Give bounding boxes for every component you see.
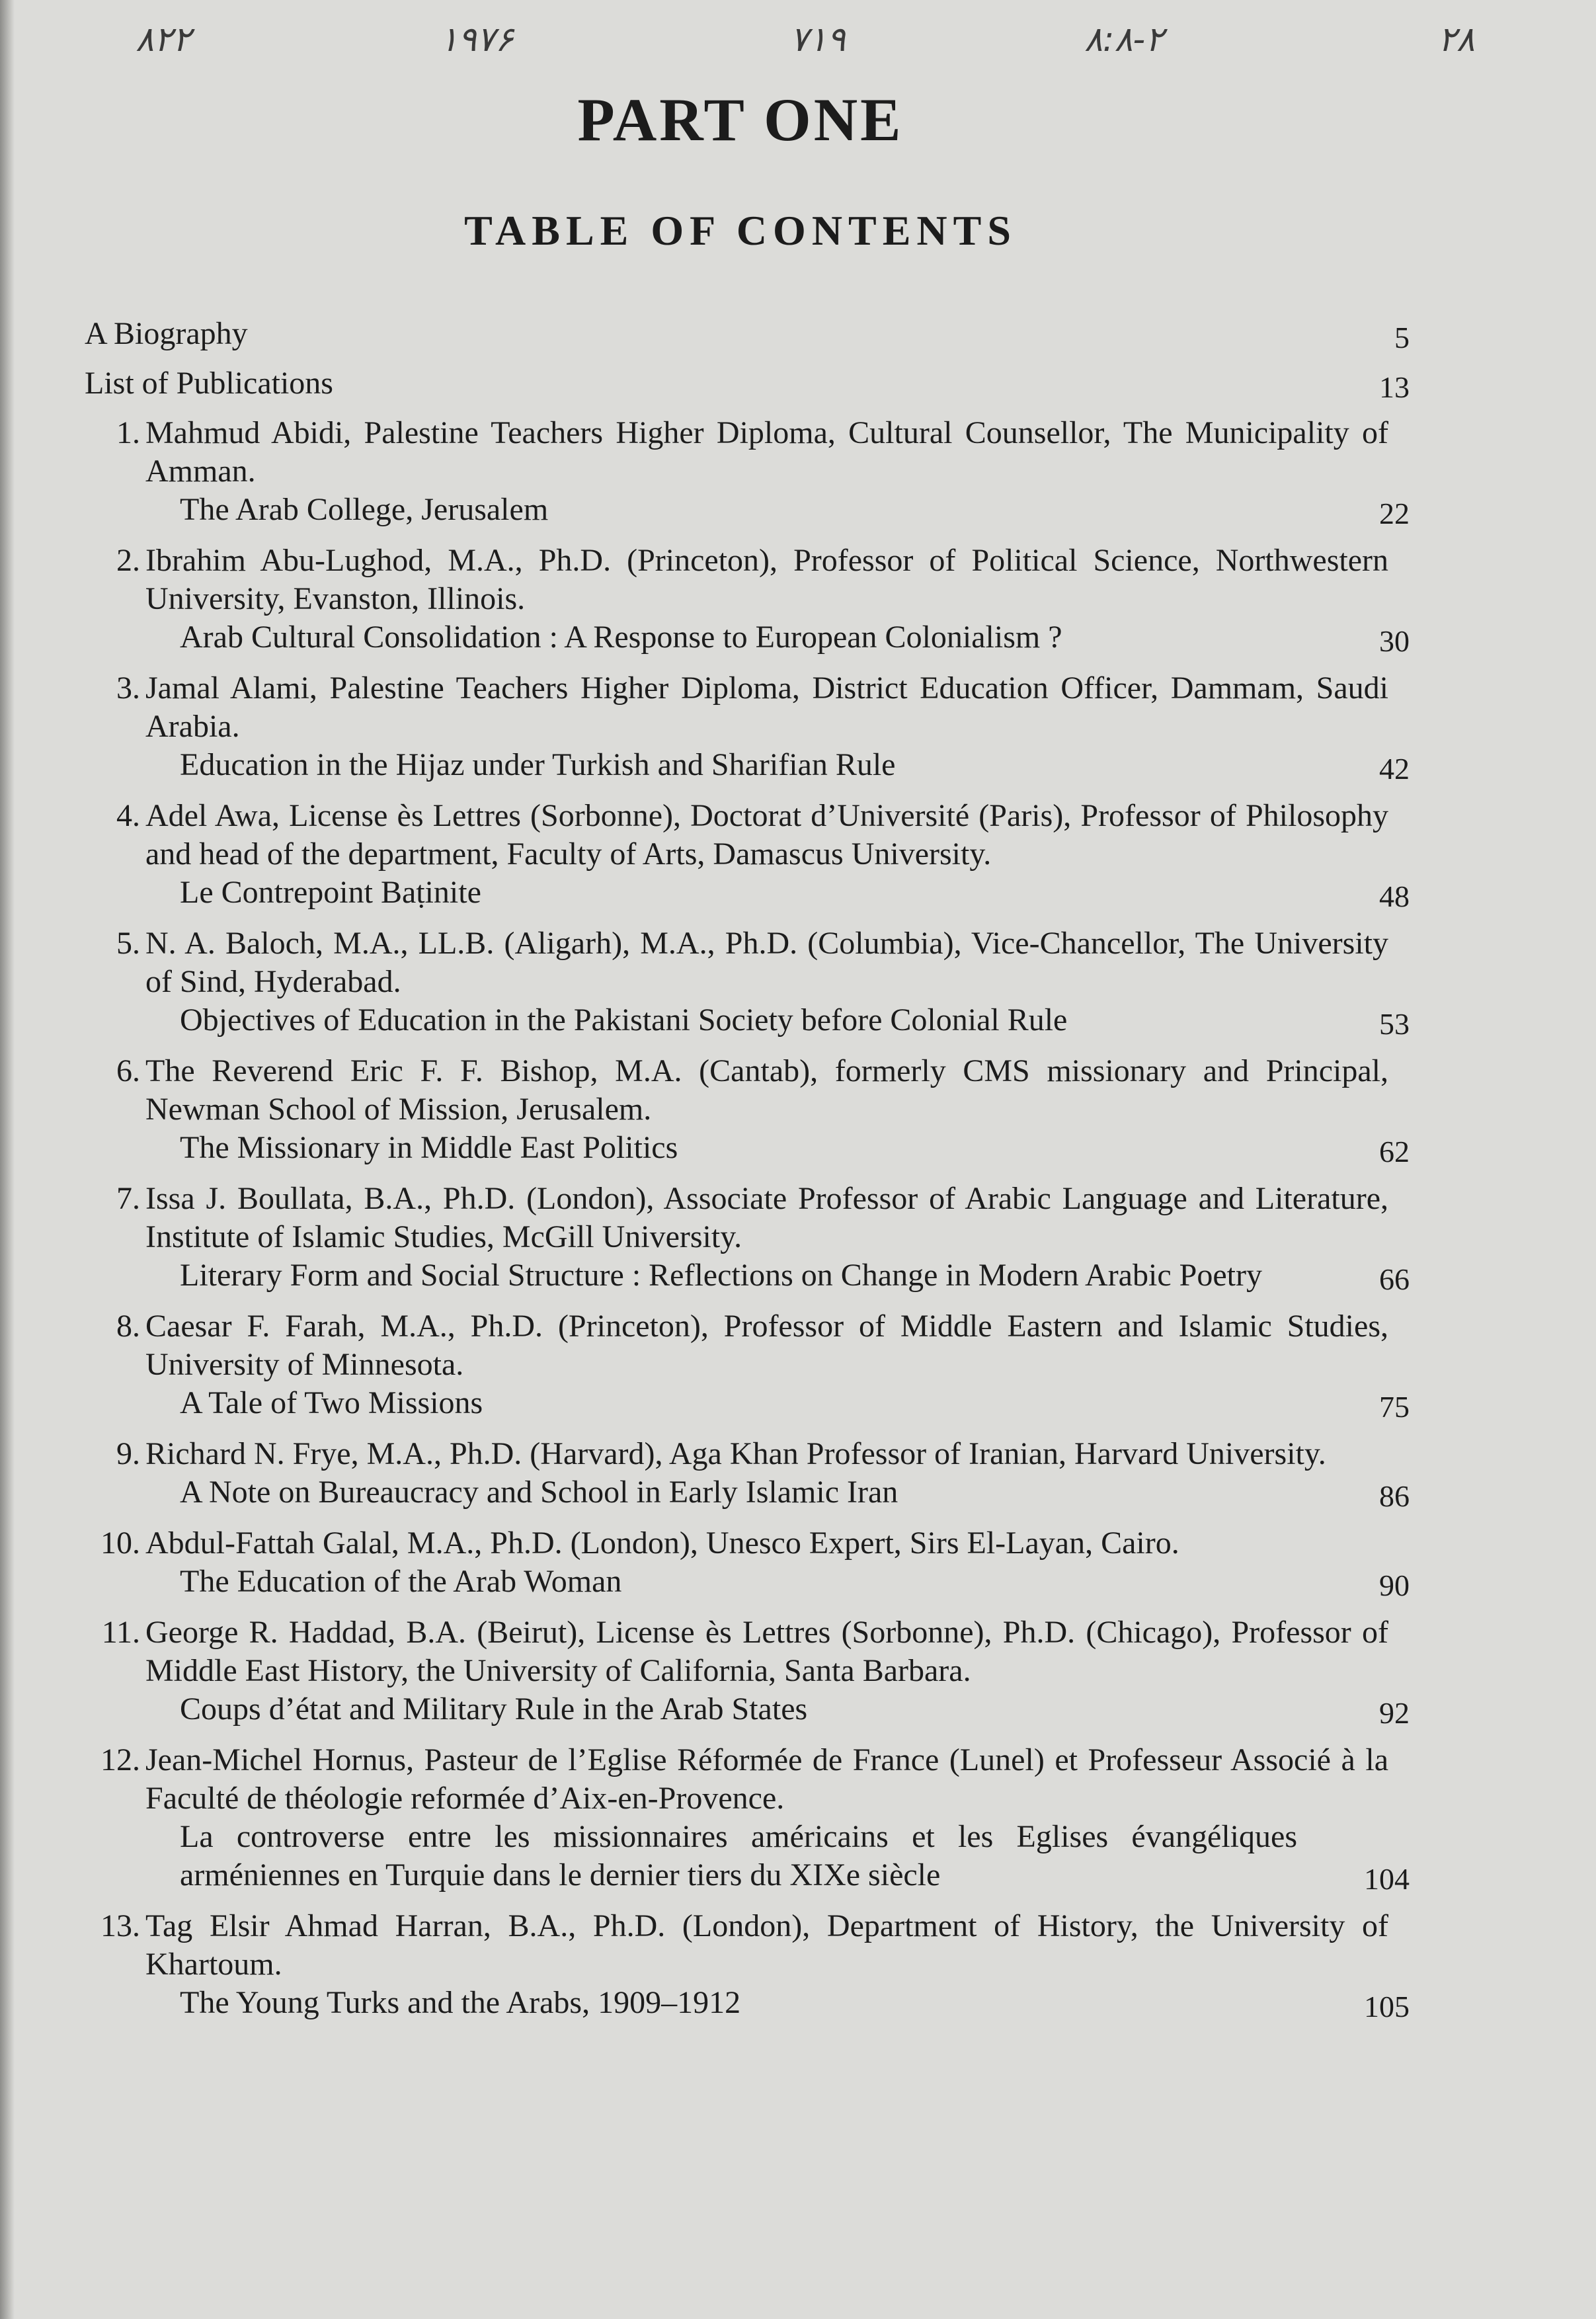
page-number: 22 <box>1379 497 1410 530</box>
front-item-label: A Biography <box>85 316 248 351</box>
page-number: 30 <box>1379 624 1410 658</box>
entry-number: 1. <box>116 415 140 450</box>
toc-entry[interactable] <box>85 1741 1410 1896</box>
entry-author: Mahmud Abidi, Palestine Teachers Higher Diploma, Cultural Counsellor, The Municipality of Amman. <box>145 415 1388 489</box>
entry-number: 2. <box>116 543 140 578</box>
entry-author: Issa J. Boullata, B.A., Ph.D. (London), Associate Professor of Arabic Language and Literature, Institute of Islamic Studies, McGill University. <box>145 1181 1388 1254</box>
entry-title: A Note on Bureaucracy and School in Early Islamic Iran <box>180 1475 898 1510</box>
entry-title: A Tale of Two Missions <box>180 1385 483 1420</box>
page-number: 86 <box>1379 1479 1410 1513</box>
handwritten-note: ۷۱۹ <box>790 20 846 60</box>
entry-title: The Education of the Arab Woman <box>180 1564 622 1599</box>
page-number: 5 <box>1394 321 1410 354</box>
toc-entry[interactable] <box>85 669 1410 786</box>
toc-front-item-biography[interactable] <box>85 315 1410 354</box>
entry-title: The Missionary in Middle East Politics <box>180 1130 678 1165</box>
front-item-label: List of Publications <box>85 366 333 401</box>
entry-author: Tag Elsir Ahmad Harran, B.A., Ph.D. (London), Department of History, the University of Khartoum. <box>145 1908 1388 1982</box>
page-number: 66 <box>1379 1262 1410 1296</box>
page-number: 62 <box>1379 1135 1410 1168</box>
page-number: 53 <box>1379 1007 1410 1041</box>
entry-author: Abdul-Fattah Galal, M.A., Ph.D. (London), Unesco Expert, Sirs El-Layan, Cairo. <box>145 1526 1179 1561</box>
entry-number: 10. <box>100 1526 140 1561</box>
page-number: 48 <box>1379 879 1410 913</box>
entry-author: N. A. Baloch, M.A., LL.B. (Aligarh), M.A., Ph.D. (Columbia), Vice-Chancellor, The University of Sind, Hyderabad. <box>145 926 1388 999</box>
entry-title: Le Contrepoint Baṭinite <box>180 875 481 910</box>
page-number: 92 <box>1379 1696 1410 1730</box>
entry-number: 12. <box>100 1742 140 1777</box>
entry-number: 6. <box>116 1053 140 1088</box>
entry-author: Jamal Alami, Palestine Teachers Higher Diploma, District Education Officer, Dammam, Saudi Arabia. <box>145 671 1388 744</box>
entry-title: Education in the Hijaz under Turkish and Sharifian Rule <box>180 747 896 782</box>
entry-title: La controverse entre les missionnaires américains et les Eglises évangéliques arméniennes en Turquie dans le dernier tiers du XIXe siècle <box>180 1819 1297 1892</box>
entry-title: Objectives of Education in the Pakistani Society before Colonial Rule <box>180 1002 1068 1037</box>
page-number: 42 <box>1379 752 1410 786</box>
entry-number: 5. <box>116 926 140 961</box>
part-title: PART ONE <box>577 86 904 153</box>
toc-entry[interactable] <box>85 542 1410 658</box>
entry-number: 9. <box>116 1436 140 1471</box>
entry-author: Richard N. Frye, M.A., Ph.D. (Harvard), Aga Khan Professor of Iranian, Harvard University. <box>145 1436 1326 1471</box>
entry-title: The Arab College, Jerusalem <box>180 492 549 527</box>
entry-number: 13. <box>100 1908 140 1943</box>
page-edge-shadow <box>0 0 15 2319</box>
toc-entry[interactable] <box>85 1180 1410 1296</box>
entry-title: Coups d’état and Military Rule in the Arab States <box>180 1691 808 1727</box>
page-number: 105 <box>1364 1990 1410 2023</box>
handwritten-note: ۲۸ <box>1438 20 1475 60</box>
entry-title: The Young Turks and the Arabs, 1909–1912 <box>180 1985 741 2020</box>
handwritten-note: ۸۲۲ <box>136 20 191 60</box>
entry-number: 7. <box>116 1181 140 1216</box>
entry-number: 4. <box>116 798 140 833</box>
toc-entry[interactable] <box>85 1613 1410 1730</box>
entry-author: Ibrahim Abu-Lughod, M.A., Ph.D. (Princeton), Professor of Political Science, Northwestern University, Evanston, Illinois. <box>145 543 1388 616</box>
handwritten-note: ۸:۸-۲ <box>1084 20 1164 60</box>
toc-title: TABLE OF CONTENTS <box>464 207 1017 254</box>
entry-title: Arab Cultural Consolidation : A Response to European Colonialism ? <box>180 620 1062 655</box>
toc-entry[interactable] <box>85 1524 1410 1602</box>
toc-entry[interactable] <box>85 1435 1410 1513</box>
entry-author: Caesar F. Farah, M.A., Ph.D. (Princeton), Professor of Middle Eastern and Islamic Studies, University of Minnesota. <box>145 1309 1388 1382</box>
entry-number: 11. <box>101 1615 140 1650</box>
entry-number: 8. <box>116 1309 140 1344</box>
page-number: 75 <box>1379 1390 1410 1424</box>
page-number: 104 <box>1364 1862 1410 1896</box>
toc-entry[interactable] <box>85 1052 1410 1168</box>
page-number: 13 <box>1379 370 1410 404</box>
toc-entry[interactable] <box>85 1907 1410 2023</box>
entry-author: George R. Haddad, B.A. (Beirut), License ès Lettres (Sorbonne), Ph.D. (Chicago), Professor of Middle East History, the University of California, Santa Barbara. <box>145 1615 1388 1688</box>
toc-entry[interactable] <box>85 924 1410 1041</box>
entry-author: Jean-Michel Hornus, Pasteur de l’Eglise Réformée de France (Lunel) et Professeur Associé à la Faculté de théologie reformée d’Aix-en-Provence. <box>145 1742 1388 1816</box>
handwritten-note: ۱۹۷۶ <box>440 20 514 60</box>
entry-author: The Reverend Eric F. F. Bishop, M.A. (Cantab), formerly CMS missionary and Principal, Newman School of Mission, Jerusalem. <box>145 1053 1388 1127</box>
toc-entry[interactable] <box>85 797 1410 913</box>
toc-entry[interactable] <box>85 414 1410 530</box>
toc-front-item-publications[interactable] <box>85 364 1410 404</box>
page-number: 90 <box>1379 1568 1410 1602</box>
toc-entry[interactable] <box>85 1307 1410 1424</box>
entry-number: 3. <box>116 671 140 706</box>
table-of-contents <box>85 315 1410 2035</box>
entry-title: Literary Form and Social Structure : Reflections on Change in Modern Arabic Poetry <box>180 1258 1262 1293</box>
entry-author: Adel Awa, License ès Lettres (Sorbonne), Doctorat d’Université (Paris), Professor of Philosophy and head of the department, Faculty of Arts, Damascus University. <box>145 798 1388 872</box>
